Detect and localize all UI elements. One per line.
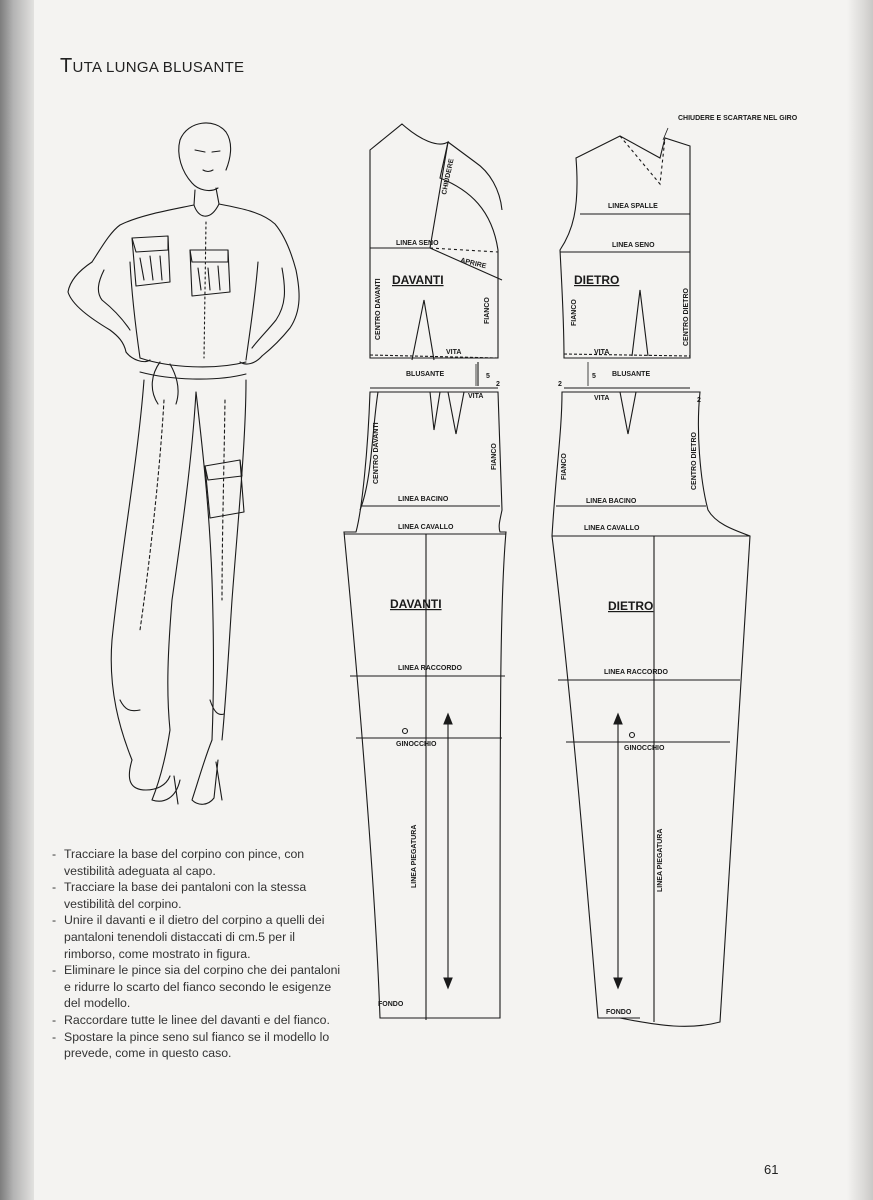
back-blusante: BLUSANTE <box>612 371 651 378</box>
front-pattern <box>344 124 506 1020</box>
back-fianco-bottom: FIANCO <box>561 453 568 480</box>
back-pattern <box>552 128 750 1026</box>
front-bodice-title: DAVANTI <box>392 273 444 287</box>
back-trouser-title: DIETRO <box>608 599 654 613</box>
instruction-item: - Tracciare la base del corpino con pince, con vestibilità adeguata al capo. <box>52 846 344 879</box>
front-five: 5 <box>486 373 490 380</box>
front-trouser-outline <box>344 392 506 1018</box>
back-note: CHIUDERE E SCARTARE NEL GIRO <box>678 115 798 122</box>
back-fondo: FONDO <box>606 1009 632 1016</box>
back-linea-piegatura: LINEA PIEGATURA <box>657 828 664 892</box>
back-centro-dietro-top: CENTRO DIETRO <box>683 288 690 346</box>
back-ginocchio: GINOCCHIO <box>624 745 665 752</box>
front-blusante: BLUSANTE <box>406 371 445 378</box>
front-fondo: FONDO <box>378 1001 404 1008</box>
back-linea-cavallo: LINEA CAVALLO <box>584 525 640 532</box>
back-linea-raccordo: LINEA RACCORDO <box>604 669 668 676</box>
front-ginocchio: GINOCCHIO <box>396 741 437 748</box>
front-chiudere: CHIUDERE <box>441 158 456 196</box>
back-linea-seno: LINEA SENO <box>612 242 655 249</box>
front-fianco-top: FIANCO <box>484 297 491 324</box>
instruction-item: - Eliminare le pince sia del corpino che dei pantaloni e ridurre lo scarto del fianco secondo le esigenze del modello. <box>52 962 344 1012</box>
front-pattern-labels <box>373 158 500 1008</box>
back-vita-top: VITA <box>594 349 610 356</box>
front-two: 2 <box>496 381 500 388</box>
front-vita-bottom: VITA <box>468 393 484 400</box>
instruction-item: - Spostare la pince seno sul fianco se il modello lo prevede, come in questo caso. <box>52 1029 344 1062</box>
instruction-item: - Raccordare tutte le linee del davanti e del fianco. <box>52 1012 344 1029</box>
front-trouser-title: DAVANTI <box>390 597 442 611</box>
front-linea-raccordo: LINEA RACCORDO <box>398 665 462 672</box>
front-fianco-bottom: FIANCO <box>491 443 498 470</box>
front-linea-piegatura: LINEA PIEGATURA <box>411 824 418 888</box>
back-fianco-top: FIANCO <box>571 299 578 326</box>
back-trouser-outline <box>552 392 750 1026</box>
back-linea-bacino: LINEA BACINO <box>586 498 637 505</box>
back-two-right: 2 <box>697 397 701 404</box>
instruction-item: - Unire il davanti e il dietro del corpino a quelli dei pantaloni tenendoli distaccati di cm.5 per il rimborso, come mostrato in figura. <box>52 912 344 962</box>
back-pattern-labels <box>558 115 798 1016</box>
back-linea-spalle: LINEA SPALLE <box>608 203 658 210</box>
front-centro-davanti-bottom: CENTRO DAVANTI <box>373 422 380 484</box>
back-five: 5 <box>592 373 596 380</box>
front-vita-top: VITA <box>446 349 462 356</box>
back-vita-bottom: VITA <box>594 395 610 402</box>
front-centro-davanti-top: CENTRO DAVANTI <box>375 278 382 340</box>
front-linea-bacino: LINEA BACINO <box>398 496 449 503</box>
instruction-list <box>52 846 344 1062</box>
front-linea-seno: LINEA SENO <box>396 240 439 247</box>
instruction-item: - Tracciare la base dei pantaloni con la stessa vestibilità del corpino. <box>52 879 344 912</box>
back-centro-dietro-bottom: CENTRO DIETRO <box>691 432 698 490</box>
back-bodice-title: DIETRO <box>574 273 620 287</box>
fashion-figure-illustration <box>68 123 299 804</box>
page-title: TUTA LUNGA BLUSANTE <box>60 55 245 77</box>
front-linea-cavallo: LINEA CAVALLO <box>398 524 454 531</box>
front-aprire: APRIRE <box>459 257 487 271</box>
back-two-left: 2 <box>558 381 562 388</box>
page-number: 61 <box>764 1162 779 1177</box>
